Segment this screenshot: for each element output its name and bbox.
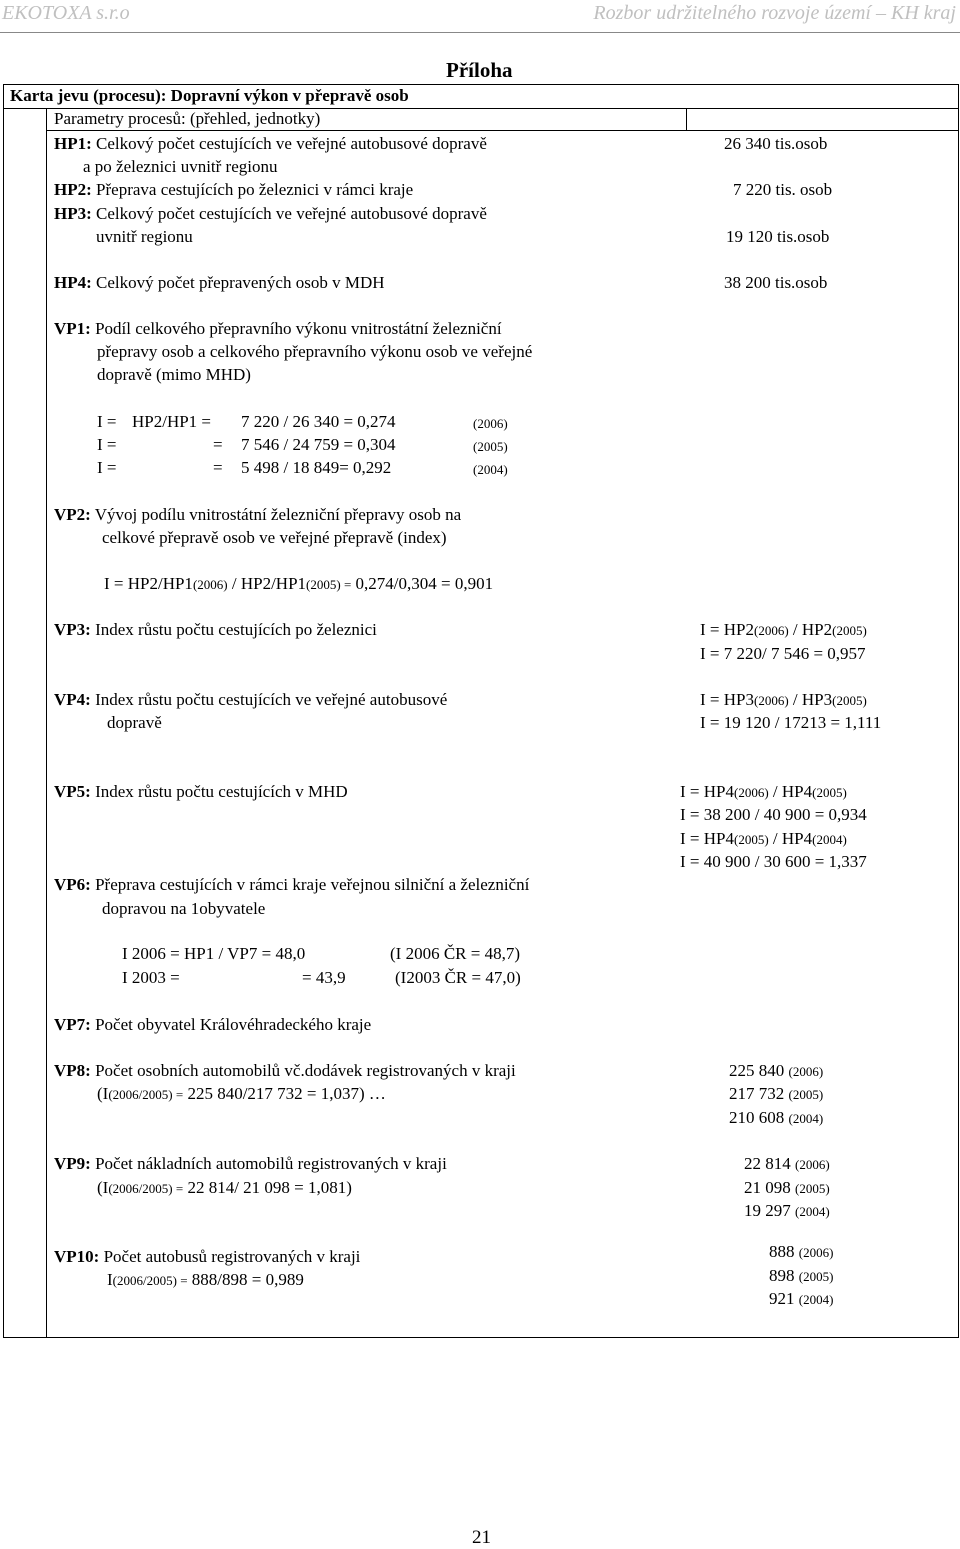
vp1-calc-year: (2006) <box>473 416 508 431</box>
vp6-calc-value: = 43,9 <box>302 968 346 987</box>
vp9-value: 22 814 (2006) <box>744 1154 830 1173</box>
vp5-result: I = 38 200 / 40 900 = 0,934 <box>680 805 867 824</box>
column-divider <box>46 108 47 1338</box>
vp7-text: VP7: Počet obyvatel Královéhradeckého kraje <box>54 1015 372 1034</box>
vp1-calc-year: (2004) <box>473 462 508 477</box>
vp6-calc-cr: (I2003 ČR = 47,0) <box>395 968 521 987</box>
page-number: 21 <box>472 1527 491 1548</box>
hp4-value: 38 200 tis.osob <box>724 273 828 292</box>
hp1-text: HP1: Celkový počet cestujících ve veřejné autobusové dopravě <box>54 134 487 153</box>
hp2-text: HP2: Přeprava cestujících po železnici v rámci kraje <box>54 180 414 199</box>
vp1-text-cont: přepravy osob a celkového přepravního výkonu osob ve veřejné <box>97 342 533 361</box>
hp3-value: 19 120 tis.osob <box>726 227 830 246</box>
vp1-calc-expr: 7 220 / 26 340 = 0,274 <box>241 412 396 431</box>
vp6-text: VP6: Přeprava cestujících v rámci kraje veřejnou silniční a železniční <box>54 875 530 894</box>
appendix-title: Příloha <box>446 58 513 82</box>
vp10-value: 898 (2005) <box>769 1266 834 1285</box>
column-divider <box>686 108 687 130</box>
vp3-result: I = 7 220/ 7 546 = 0,957 <box>700 644 866 663</box>
hp3-text: HP3: Celkový počet cestujících ve veřejné autobusové dopravě <box>54 204 487 223</box>
vp10-value: 888 (2006) <box>769 1242 834 1261</box>
vp8-index: (I(2006/2005) = 225 840/217 732 = 1,037) … <box>97 1084 386 1103</box>
vp6-text-cont: dopravou na 1obyvatele <box>102 899 266 918</box>
params-label: Parametry procesů: (přehled, jednotky) <box>54 109 321 128</box>
row-divider <box>46 130 959 131</box>
vp2-formula: I = HP2/HP1(2006) / HP2/HP1(2005) = 0,274/0,304 = 0,901 <box>104 574 494 593</box>
vp6-calc: I 2006 = HP1 / VP7 = 48,0 <box>122 944 306 963</box>
hp4-text: HP4: Celkový počet přepravených osob v MDH <box>54 273 385 292</box>
vp8-value: 225 840 (2006) <box>729 1061 824 1080</box>
vp1-calc-year: (2005) <box>473 439 508 454</box>
header-report-title: Rozbor udržitelného rozvoje území – KH kraj <box>593 2 956 24</box>
vp9-text: VP9: Počet nákladních automobilů registrovaných v kraji <box>54 1154 447 1173</box>
vp10-text: VP10: Počet autobusů registrovaných v kraji <box>54 1247 361 1266</box>
vp6-calc-cr: (I 2006 ČR = 48,7) <box>390 944 520 963</box>
vp4-text-cont: dopravě <box>107 713 162 732</box>
vp5-formula: I = HP4(2005) / HP4(2004) <box>680 829 847 848</box>
header-company: EKOTOXA s.r.o <box>2 2 130 24</box>
vp1-calc-lhs: I = <box>97 412 117 431</box>
vp6-calc: I 2003 = <box>122 968 180 987</box>
vp8-text: VP8: Počet osobních automobilů vč.dodávek registrovaných v kraji <box>54 1061 516 1080</box>
vp1-text: VP1: Podíl celkového přepravního výkonu vnitrostátní železniční <box>54 319 502 338</box>
vp2-text: VP2: Vývoj podílu vnitrostátní železniční přepravy osob na <box>54 505 462 524</box>
vp1-text-cont: dopravě (mimo MHD) <box>97 365 251 384</box>
vp3-formula: I = HP2(2006) / HP2(2005) <box>700 620 867 639</box>
vp8-value: 217 732 (2005) <box>729 1084 824 1103</box>
hp3-text-cont: uvnitř regionu <box>96 227 193 246</box>
hp1-value: 26 340 tis.osob <box>724 134 828 153</box>
vp1-calc-lhs: I = <box>97 458 117 477</box>
vp4-result: I = 19 120 / 17213 = 1,111 <box>700 713 882 732</box>
vp1-calc-mid: = <box>213 458 223 477</box>
vp9-value: 21 098 (2005) <box>744 1178 830 1197</box>
vp2-text-cont: celkové přepravě osob ve veřejné přepravě (index) <box>102 528 447 547</box>
card-title: Karta jevu (procesu): Dopravní výkon v přepravě osob <box>10 86 409 105</box>
vp3-text: VP3: Index růstu počtu cestujících po železnici <box>54 620 377 639</box>
vp1-calc-mid: HP2/HP1 = <box>132 412 212 431</box>
header-divider <box>0 32 960 33</box>
vp8-value: 210 608 (2004) <box>729 1108 824 1127</box>
vp10-value: 921 (2004) <box>769 1289 834 1308</box>
vp5-text: VP5: Index růstu počtu cestujících v MHD <box>54 782 348 801</box>
vp1-calc-mid: = <box>213 435 223 454</box>
vp9-index: (I(2006/2005) = 22 814/ 21 098 = 1,081) <box>97 1178 352 1197</box>
vp4-formula: I = HP3(2006) / HP3(2005) <box>700 690 867 709</box>
vp1-calc-expr: 7 546 / 24 759 = 0,304 <box>241 435 396 454</box>
vp10-index: I(2006/2005) = 888/898 = 0,989 <box>107 1270 304 1289</box>
vp4-text: VP4: Index růstu počtu cestujících ve veřejné autobusové <box>54 690 448 709</box>
hp2-value: 7 220 tis. osob <box>733 180 833 199</box>
vp5-result: I = 40 900 / 30 600 = 1,337 <box>680 852 867 871</box>
vp1-calc-expr: 5 498 / 18 849= 0,292 <box>241 458 392 477</box>
vp9-value: 19 297 (2004) <box>744 1201 830 1220</box>
vp5-formula: I = HP4(2006) / HP4(2005) <box>680 782 847 801</box>
hp1-text-cont: a po železnici uvnitř regionu <box>83 157 278 176</box>
vp1-calc-lhs: I = <box>97 435 117 454</box>
